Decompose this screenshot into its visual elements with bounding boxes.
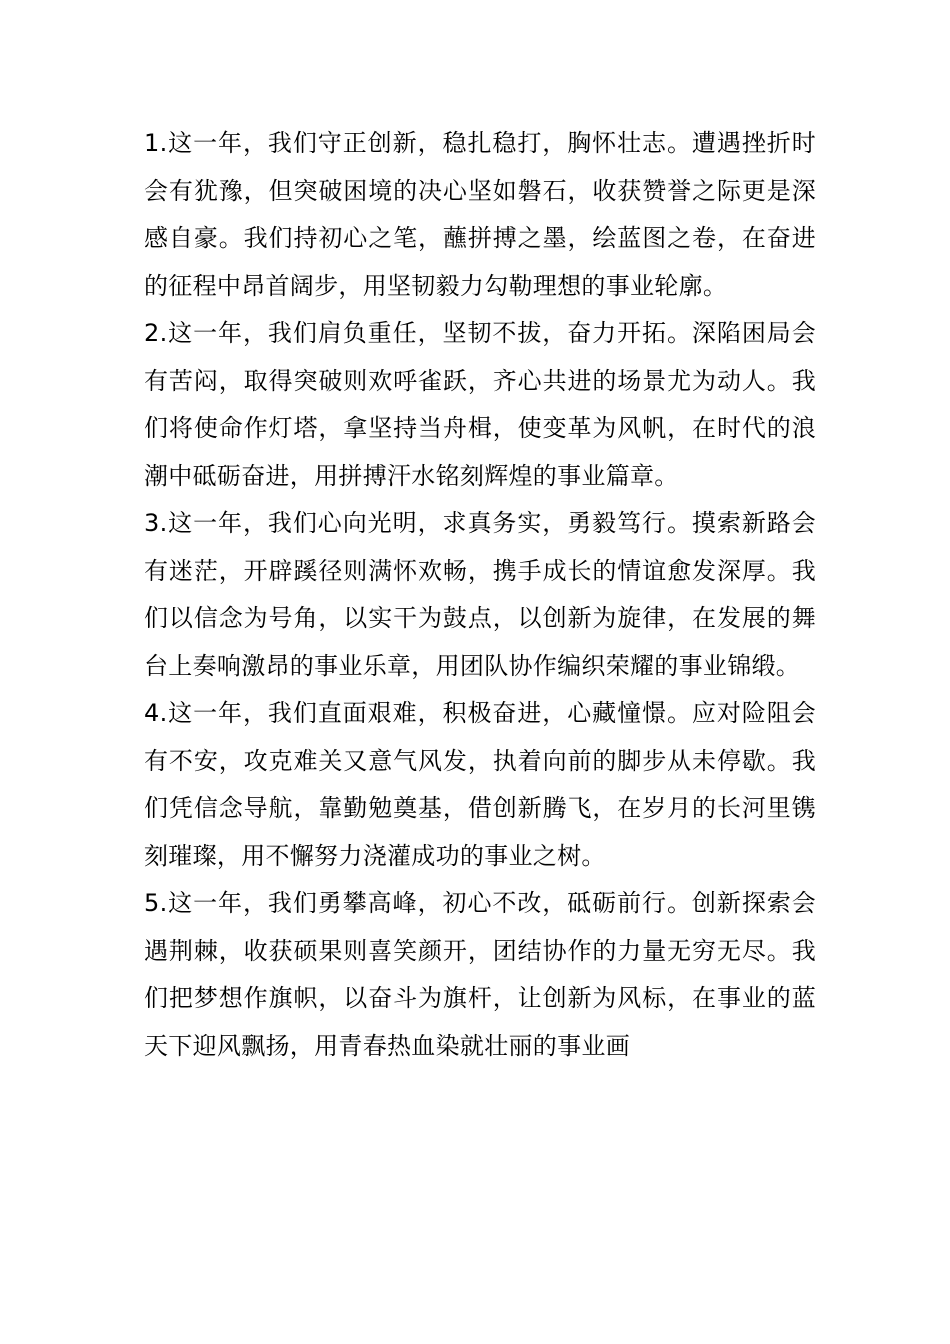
paragraph-3: 3.这一年，我们心向光明，求真务实，勇毅笃行。摸索新路会有迷茫，开辟蹊径则满怀欢畅，携手成长的情谊愈发深厚。我们以信念为号角，以实干为鼓点，以创新为旋律，在发展的舞台上奏响激昂的事业乐章，用团队协作编织荣耀的事业锦缎。 [144, 509, 816, 680]
document-body [144, 120, 816, 1070]
paragraph-5: 5.这一年，我们勇攀高峰，初心不改，砥砺前行。创新探索会遇荆棘，收获硕果则喜笑颜开，团结协作的力量无穷无尽。我们把梦想作旗帜，以奋斗为旗杆，让创新为风标，在事业的蓝天下迎风飘扬，用青春热血染就壮丽的事业画 [144, 889, 816, 1060]
paragraph-2: 2.这一年，我们肩负重任，坚韧不拔，奋力开拓。深陷困局会有苦闷，取得突破则欢呼雀跃，齐心共进的场景尤为动人。我们将使命作灯塔，拿坚持当舟楫，使变革为风帆，在时代的浪潮中砥砺奋进，用拼搏汗水铭刻辉煌的事业篇章。 [144, 319, 816, 490]
paragraph-4: 4.这一年，我们直面艰难，积极奋进，心藏憧憬。应对险阻会有不安，攻克难关又意气风发，执着向前的脚步从未停歇。我们凭信念导航，靠勤勉奠基，借创新腾飞，在岁月的长河里镌刻璀璨，用不懈努力浇灌成功的事业之树。 [144, 699, 816, 870]
paragraph-1: 1.这一年，我们守正创新，稳扎稳打，胸怀壮志。遭遇挫折时会有犹豫，但突破困境的决心坚如磐石，收获赞誉之际更是深感自豪。我们持初心之笔，蘸拼搏之墨，绘蓝图之卷，在奋进的征程中昂首阔步，用坚韧毅力勾勒理想的事业轮廓。 [144, 129, 816, 300]
